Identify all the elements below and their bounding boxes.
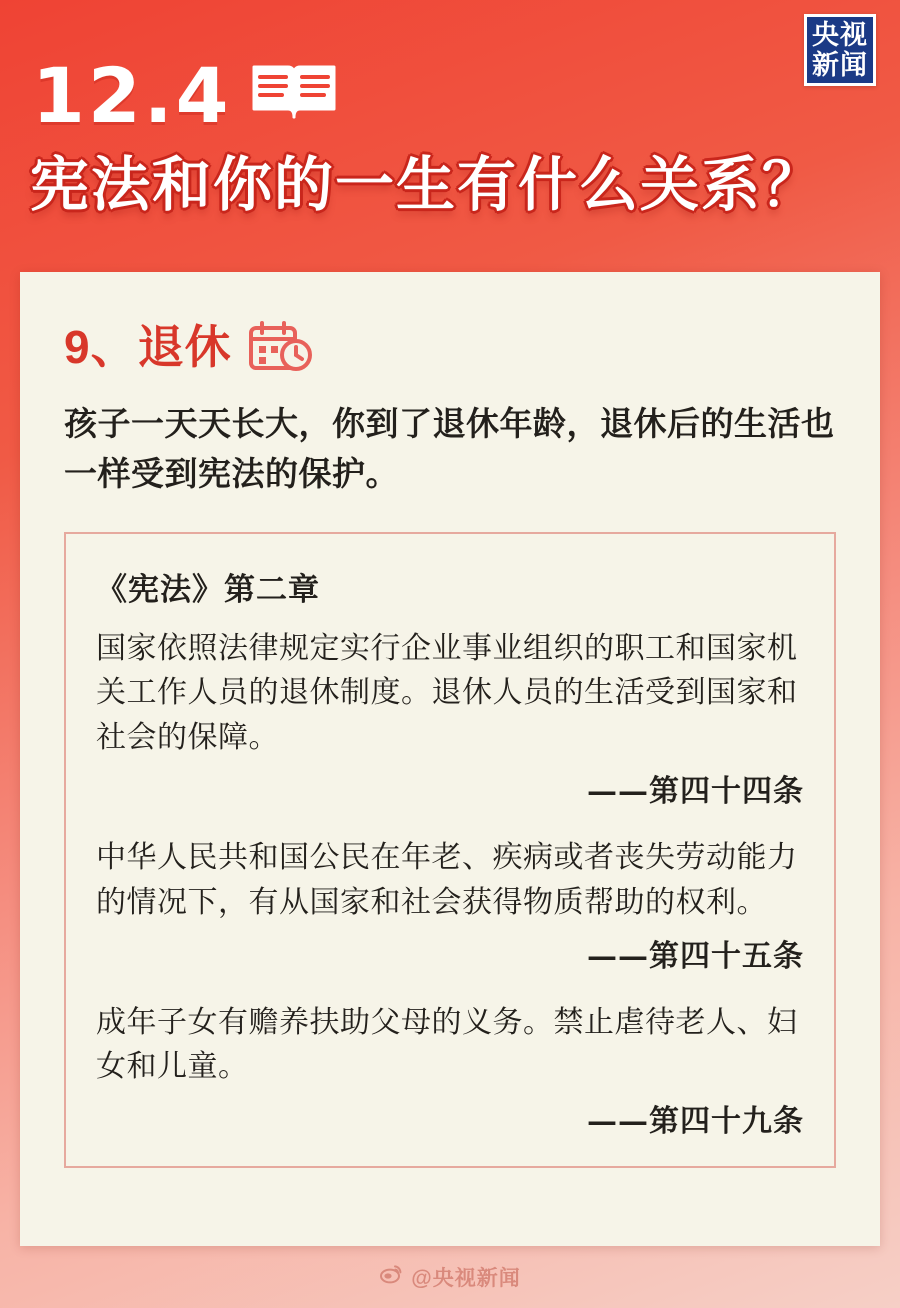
constitution-quote-box xyxy=(64,532,836,1168)
quote-text: 中华人民共和国公民在年老、疾病或者丧失劳动能力的情况下，有从国家和社会获得物质帮助的权利。 xyxy=(96,840,798,920)
content-card xyxy=(20,272,880,1246)
quote-source: ——第四十五条 xyxy=(587,938,804,974)
logo-line-1: 央视 xyxy=(812,19,868,50)
cctv-news-logo xyxy=(804,14,876,86)
open-book-icon xyxy=(248,59,340,128)
footer-attribution xyxy=(0,1246,900,1308)
logo-line-2: 新闻 xyxy=(812,50,868,80)
date-row xyxy=(32,51,340,140)
date-text: 12.4 xyxy=(32,51,232,140)
quote-text: 国家依照法律规定实行企业事业组织的职工和国家机关工作人员的退休制度。退休人员的生活受到国家和社会的保障。 xyxy=(96,631,798,755)
section-title-row xyxy=(64,316,836,377)
quote-text: 成年子女有赡养扶助父母的义务。禁止虐待老人、妇女和儿童。 xyxy=(96,1004,798,1085)
weibo-icon xyxy=(379,1262,403,1292)
page-title: 宪法和你的一生有什么关系？ xyxy=(30,152,824,218)
quote-block xyxy=(96,836,804,975)
quote-source: ——第四十九条 xyxy=(587,1103,804,1139)
calendar-clock-icon xyxy=(248,320,314,377)
quote-heading: 《宪法》第二章 xyxy=(96,572,320,608)
quote-source: ——第四十四条 xyxy=(587,774,804,810)
section-title: 9、退休 xyxy=(64,320,232,373)
section-lead-text: 孩子一天天长大，你到了退休年龄，退休后的生活也一样受到宪法的保护。 xyxy=(64,405,835,492)
footer-handle: @央视新闻 xyxy=(411,1267,521,1290)
quote-block xyxy=(96,1001,804,1140)
poster-header xyxy=(0,0,900,272)
quote-block xyxy=(96,627,804,810)
